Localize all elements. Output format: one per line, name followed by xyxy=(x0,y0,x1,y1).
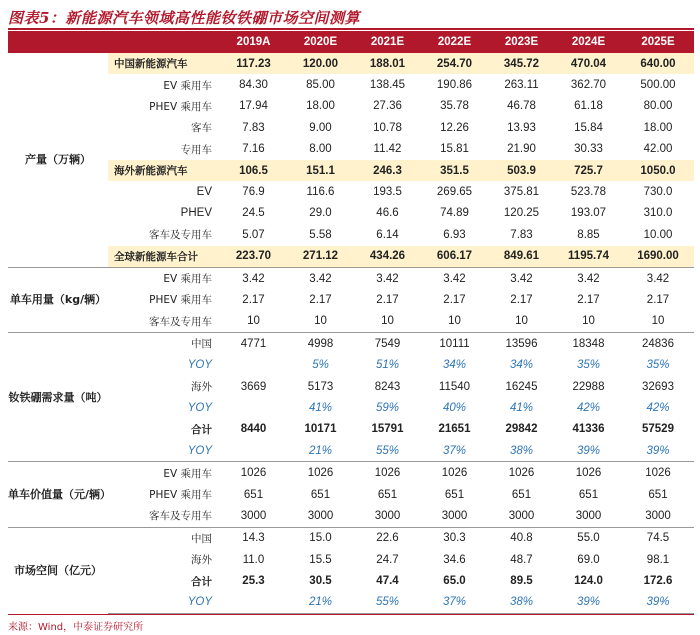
header-row xyxy=(8,31,694,53)
value-cell: 651 xyxy=(243,488,264,501)
value-cell xyxy=(220,397,287,418)
value-cell: 651 xyxy=(310,488,331,501)
value-cell: 606.17 xyxy=(421,246,488,268)
value-cell: 15.0 xyxy=(287,527,354,549)
value-cell: 10 xyxy=(448,315,461,328)
title-rule xyxy=(8,28,694,30)
value-cell: 271.12 xyxy=(287,246,354,268)
row-label: EV 乘用车 xyxy=(108,267,220,289)
group-category: 钕铁硼需求量（吨） xyxy=(8,333,108,462)
table-row xyxy=(8,376,694,397)
value-cell: 15.5 xyxy=(309,553,332,566)
value-cell: 30.5 xyxy=(309,575,332,588)
value-cell: 375.81 xyxy=(503,186,540,199)
table-row xyxy=(8,527,694,549)
value-cell: 25.3 xyxy=(242,575,265,588)
source-note: 来源：Wind，中泰证券研究所 xyxy=(8,622,144,633)
value-cell: 310.0 xyxy=(643,207,673,220)
value-cell: 4771 xyxy=(220,333,287,355)
value-cell: 5.58 xyxy=(309,228,332,241)
value-cell: 120.25 xyxy=(503,207,540,220)
value-cell: 7.83 xyxy=(510,228,533,241)
row-label: EV 乘用车 xyxy=(108,462,220,484)
value-cell: 1026 xyxy=(555,462,622,484)
value-cell: 172.6 xyxy=(643,575,673,588)
value-cell xyxy=(220,440,287,462)
row-label: YOY xyxy=(187,359,212,372)
value-cell: 42% xyxy=(646,401,670,414)
value-cell: 3000 xyxy=(441,509,468,522)
group-category: 市场空间（亿元） xyxy=(8,527,108,614)
value-cell: 434.26 xyxy=(354,246,421,268)
value-cell: 503.9 xyxy=(488,160,555,181)
value-cell: 1026 xyxy=(287,462,354,484)
value-cell: 74.89 xyxy=(440,207,469,220)
value-cell: 85.00 xyxy=(306,79,335,92)
value-cell: 2.17 xyxy=(646,293,670,306)
value-cell: 10.78 xyxy=(373,121,402,134)
table-row xyxy=(8,333,694,355)
value-cell: 39% xyxy=(555,592,622,614)
column-header: 2023E xyxy=(488,31,555,53)
value-cell: 1690.00 xyxy=(622,246,694,268)
value-cell: 18348 xyxy=(555,333,622,355)
value-cell: 651 xyxy=(511,488,532,501)
row-label: EV 乘用车 xyxy=(163,79,212,92)
value-cell: 106.5 xyxy=(220,160,287,181)
value-cell: 263.11 xyxy=(504,79,539,92)
value-cell: 116.6 xyxy=(306,186,335,199)
value-cell: 5% xyxy=(312,359,329,372)
row-label: YOY xyxy=(187,444,212,457)
table-row xyxy=(8,505,694,527)
column-header: 2020E xyxy=(287,31,354,53)
table-row xyxy=(8,397,694,418)
column-header: 2024E xyxy=(555,31,622,53)
value-cell: 55.0 xyxy=(555,527,622,549)
value-cell: 10111 xyxy=(421,333,488,355)
row-label: 合计 xyxy=(191,575,212,588)
value-cell: 2.17 xyxy=(510,293,533,306)
value-cell: 13596 xyxy=(488,333,555,355)
value-cell: 11.42 xyxy=(373,143,402,156)
table-row xyxy=(8,549,694,570)
value-cell: 3.42 xyxy=(421,267,488,289)
source-rule xyxy=(8,614,694,615)
value-cell: 6.93 xyxy=(443,228,466,241)
value-cell: 10 xyxy=(582,315,595,328)
value-cell: 55% xyxy=(375,444,400,457)
value-cell: 3.42 xyxy=(622,267,694,289)
row-label: 海外 xyxy=(191,381,212,394)
value-cell: 12.26 xyxy=(440,121,469,134)
value-cell: 2.17 xyxy=(376,293,399,306)
row-label: 中国 xyxy=(108,527,220,549)
value-cell: 470.04 xyxy=(555,53,622,74)
table-row xyxy=(8,440,694,462)
value-cell: 2.17 xyxy=(309,293,332,306)
column-header: 2025E xyxy=(622,31,694,53)
row-label: YOY xyxy=(108,592,220,614)
value-cell: 46.6 xyxy=(376,207,399,220)
value-cell: 1026 xyxy=(488,462,555,484)
value-cell: 42% xyxy=(576,401,601,414)
column-header: 2022E xyxy=(421,31,488,53)
value-cell: 117.23 xyxy=(220,53,287,74)
value-cell: 34.6 xyxy=(443,553,466,566)
value-cell: 151.1 xyxy=(287,160,354,181)
value-cell: 1026 xyxy=(421,462,488,484)
row-label: PHEV 乘用车 xyxy=(149,294,212,307)
value-cell: 1026 xyxy=(220,462,287,484)
value-cell: 15.84 xyxy=(574,121,603,134)
value-cell: 725.7 xyxy=(555,160,622,181)
value-cell: 120.00 xyxy=(287,53,354,74)
table-row xyxy=(8,96,694,117)
value-cell: 2.17 xyxy=(443,293,466,306)
value-cell: 849.61 xyxy=(488,246,555,268)
value-cell: 1026 xyxy=(622,462,694,484)
value-cell: 254.70 xyxy=(421,53,488,74)
row-label: 海外 xyxy=(191,554,212,567)
value-cell: 35% xyxy=(576,359,601,372)
value-cell: 193.07 xyxy=(570,207,607,220)
value-cell: 269.65 xyxy=(436,186,473,199)
value-cell: 15.81 xyxy=(440,143,469,156)
value-cell: 124.0 xyxy=(574,575,603,588)
value-cell: 15791 xyxy=(371,423,404,436)
value-cell: 29842 xyxy=(505,423,538,436)
value-cell: 38% xyxy=(488,592,555,614)
value-cell: 34% xyxy=(442,359,467,372)
value-cell: 7549 xyxy=(354,333,421,355)
value-cell: 8243 xyxy=(374,380,401,393)
value-cell: 10 xyxy=(247,315,260,328)
value-cell: 30.33 xyxy=(574,143,603,156)
table-row xyxy=(8,181,694,202)
value-cell: 730.0 xyxy=(643,186,673,199)
value-cell: 1026 xyxy=(354,462,421,484)
value-cell: 3669 xyxy=(240,380,267,393)
value-cell: 11.0 xyxy=(242,553,265,566)
value-cell: 651 xyxy=(578,488,599,501)
row-label: 客车 xyxy=(191,122,212,135)
value-cell: 59% xyxy=(375,401,400,414)
table-row xyxy=(8,311,694,333)
figure-title: 图表5：新能源汽车领域高性能钕铁硼市场空间测算 xyxy=(8,9,360,27)
row-label: PHEV 乘用车 xyxy=(149,489,212,501)
value-cell: 41336 xyxy=(572,423,605,436)
value-cell: 8.85 xyxy=(577,228,600,241)
row-label: PHEV 乘用车 xyxy=(149,100,212,113)
value-cell: 3000 xyxy=(374,509,401,522)
value-cell: 98.1 xyxy=(646,553,670,566)
value-cell: 10 xyxy=(381,315,394,328)
value-cell: 10171 xyxy=(304,423,337,436)
value-cell: 3000 xyxy=(645,509,671,522)
value-cell: 37% xyxy=(421,592,488,614)
value-cell: 651 xyxy=(377,488,398,501)
market-table xyxy=(8,31,694,614)
value-cell: 3000 xyxy=(240,509,267,522)
value-cell: 10.00 xyxy=(643,228,673,241)
value-cell: 24.5 xyxy=(242,207,265,220)
table-row xyxy=(8,53,694,74)
header-blank xyxy=(8,31,220,53)
value-cell: 76.9 xyxy=(242,186,265,199)
value-cell: 5.07 xyxy=(242,228,265,241)
group-category: 单车用量（kg/辆） xyxy=(8,267,108,332)
row-label: 海外新能源汽车 xyxy=(108,160,220,181)
value-cell: 41% xyxy=(509,401,534,414)
value-cell: 21% xyxy=(287,592,354,614)
table-row xyxy=(8,139,694,160)
row-label: EV xyxy=(196,186,212,199)
value-cell: 3000 xyxy=(307,509,334,522)
value-cell: 55% xyxy=(354,592,421,614)
value-cell: 1050.0 xyxy=(622,160,694,181)
row-label: YOY xyxy=(187,401,212,414)
value-cell: 2.17 xyxy=(242,293,265,306)
value-cell: 47.4 xyxy=(376,575,399,588)
value-cell: 69.0 xyxy=(577,553,600,566)
value-cell: 5173 xyxy=(307,380,334,393)
column-header: 2019A xyxy=(220,31,287,53)
value-cell: 22988 xyxy=(572,380,605,393)
value-cell: 10 xyxy=(651,315,665,328)
row-label: PHEV xyxy=(180,207,212,220)
value-cell: 38% xyxy=(509,444,534,457)
value-cell: 3.42 xyxy=(220,267,287,289)
row-label: 客车及专用车 xyxy=(149,229,212,242)
table-body xyxy=(8,31,694,614)
value-cell: 16245 xyxy=(505,380,538,393)
value-cell: 3.42 xyxy=(555,267,622,289)
group-category: 单车价值量（元/辆） xyxy=(8,462,108,527)
value-cell: 21% xyxy=(308,444,333,457)
value-cell: 32693 xyxy=(642,380,674,393)
value-cell: 246.3 xyxy=(354,160,421,181)
value-cell: 46.78 xyxy=(507,100,536,113)
value-cell: 10 xyxy=(515,315,528,328)
value-cell: 3.42 xyxy=(488,267,555,289)
value-cell: 29.0 xyxy=(309,207,332,220)
value-cell: 18.00 xyxy=(306,100,335,113)
value-cell: 61.18 xyxy=(574,100,603,113)
table-row xyxy=(8,419,694,440)
table-row xyxy=(8,592,694,614)
value-cell: 74.5 xyxy=(622,527,694,549)
value-cell: 39% xyxy=(646,444,670,457)
value-cell: 9.00 xyxy=(309,121,332,134)
value-cell xyxy=(220,354,287,375)
value-cell: 651 xyxy=(444,488,465,501)
row-label: 专用车 xyxy=(180,143,212,156)
table-row xyxy=(8,267,694,289)
row-label: 中国 xyxy=(108,333,220,355)
table-row xyxy=(8,224,694,245)
value-cell: 7.83 xyxy=(242,121,265,134)
value-cell: 351.5 xyxy=(421,160,488,181)
row-label: 客车及专用车 xyxy=(149,510,212,523)
table-row xyxy=(8,462,694,484)
value-cell: 11540 xyxy=(438,380,471,393)
value-cell: 3.42 xyxy=(354,267,421,289)
value-cell: 10 xyxy=(314,315,327,328)
value-cell: 7.16 xyxy=(242,143,265,156)
value-cell: 523.78 xyxy=(570,186,607,199)
value-cell: 80.00 xyxy=(643,100,673,113)
value-cell: 651 xyxy=(648,488,668,501)
table-row xyxy=(8,74,694,95)
value-cell: 3.42 xyxy=(287,267,354,289)
value-cell: 190.86 xyxy=(436,79,473,92)
value-cell: 24836 xyxy=(622,333,694,355)
value-cell: 24.7 xyxy=(376,553,399,566)
table-row xyxy=(8,203,694,224)
value-cell: 640.00 xyxy=(622,53,694,74)
value-cell: 39% xyxy=(622,592,694,614)
value-cell: 65.0 xyxy=(443,575,466,588)
value-cell: 4998 xyxy=(287,333,354,355)
value-cell: 13.93 xyxy=(507,121,536,134)
value-cell: 27.36 xyxy=(373,100,402,113)
table-row xyxy=(8,354,694,375)
value-cell: 37% xyxy=(442,444,467,457)
value-cell: 223.70 xyxy=(220,246,287,268)
value-cell: 41% xyxy=(308,401,333,414)
value-cell: 40.8 xyxy=(488,527,555,549)
value-cell: 40% xyxy=(442,401,467,414)
value-cell: 193.5 xyxy=(373,186,402,199)
value-cell xyxy=(220,592,287,614)
value-cell: 22.6 xyxy=(354,527,421,549)
value-cell: 3000 xyxy=(508,509,535,522)
value-cell: 35.78 xyxy=(440,100,469,113)
row-label: 客车及专用车 xyxy=(149,315,212,328)
value-cell: 8.00 xyxy=(309,143,332,156)
value-cell: 34% xyxy=(509,359,534,372)
value-cell: 3000 xyxy=(575,509,602,522)
table-row xyxy=(8,289,694,310)
value-cell: 8440 xyxy=(240,423,267,436)
value-cell: 48.7 xyxy=(510,553,533,566)
table-row xyxy=(8,570,694,591)
row-label: 合计 xyxy=(191,423,212,436)
value-cell: 21651 xyxy=(438,423,471,436)
value-cell: 39% xyxy=(576,444,601,457)
value-cell: 500.00 xyxy=(640,79,676,92)
value-cell: 35% xyxy=(646,359,670,372)
group-category: 产量（万辆） xyxy=(25,153,91,167)
value-cell: 18.00 xyxy=(643,121,673,134)
table-row xyxy=(8,117,694,138)
value-cell: 2.17 xyxy=(577,293,600,306)
value-cell: 138.45 xyxy=(369,79,406,92)
row-label: 中国新能源汽车 xyxy=(108,53,220,74)
value-cell: 84.30 xyxy=(239,79,268,92)
value-cell: 21.90 xyxy=(507,143,536,156)
value-cell: 14.3 xyxy=(220,527,287,549)
value-cell: 1195.74 xyxy=(555,246,622,268)
row-label: 全球新能源车合计 xyxy=(108,246,220,268)
value-cell: 57529 xyxy=(642,423,674,436)
value-cell: 30.3 xyxy=(421,527,488,549)
value-cell: 17.94 xyxy=(239,100,268,113)
value-cell: 362.70 xyxy=(570,79,607,92)
value-cell: 89.5 xyxy=(510,575,533,588)
table-row xyxy=(8,246,694,268)
value-cell: 188.01 xyxy=(354,53,421,74)
value-cell: 51% xyxy=(375,359,400,372)
value-cell: 42.00 xyxy=(643,143,673,156)
value-cell: 6.14 xyxy=(376,228,399,241)
column-header: 2021E xyxy=(354,31,421,53)
table-row xyxy=(8,160,694,181)
value-cell: 345.72 xyxy=(488,53,555,74)
